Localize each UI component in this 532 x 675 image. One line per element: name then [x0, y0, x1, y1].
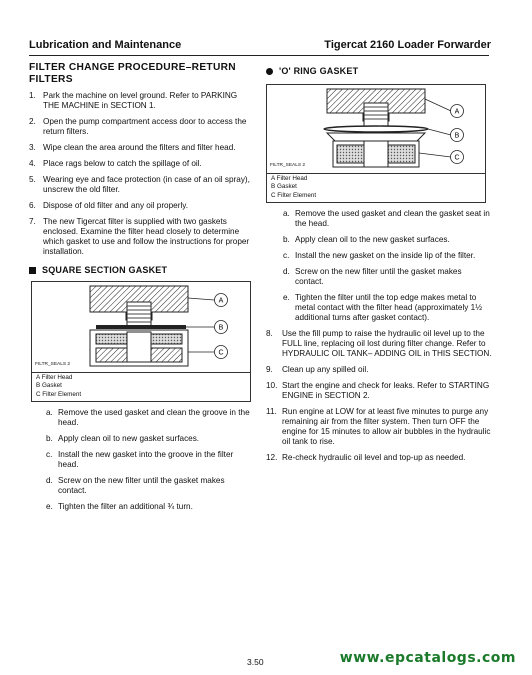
left-column	[29, 91, 254, 518]
list-item: b. Apply clean oil to new gasket surfaces.	[46, 434, 200, 444]
gasket-shape	[96, 325, 186, 329]
callout-c-label: C	[218, 349, 224, 357]
list-item: a. Remove the used gasket and clean the gasket seat in the head.	[283, 209, 490, 229]
list-item: e. Tighten the filter an additional ¾ turn.	[46, 502, 193, 512]
list-item: 11. Run engine at LOW for at least five minutes to purge any remaining air from the filter system. Then turn OFF the engine for 15 minutes to allow air bubbles in the hydraulic oil tank to rise.	[266, 407, 491, 447]
filter-head-shape	[327, 89, 425, 127]
legend-item: B Gasket	[36, 382, 62, 390]
square-gasket-drawing	[32, 282, 250, 372]
square-bullet-icon	[29, 267, 36, 274]
procedure-title: FILTER CHANGE PROCEDURE–RETURN FILTERS	[29, 62, 236, 85]
list-item: d. Screw on the new filter until the gasket makes contact.	[283, 267, 462, 287]
header-rule	[29, 55, 489, 56]
oring-gasket-drawing	[267, 85, 485, 173]
page-number: 3.50	[247, 657, 264, 667]
list-item: 9. Clean up any spilled oil.	[266, 365, 369, 375]
oring-figure-legend	[266, 174, 486, 203]
steps-list-1-7	[29, 91, 254, 257]
header-machine-title: Tigercat 2160 Loader Forwarder	[324, 39, 491, 51]
callout-b-label: B	[218, 324, 224, 332]
list-item: 6. Dispose of old filter and any oil properly.	[29, 201, 189, 210]
legend-item: A Filter Head	[36, 374, 73, 381]
legend-item: A Filter Head	[271, 175, 308, 182]
square-gasket-heading: SQUARE SECTION GASKET	[29, 265, 254, 275]
callout-a-label: A	[454, 108, 460, 116]
right-column	[266, 66, 492, 469]
legend-item: C Filter Element	[36, 390, 82, 398]
list-item: 5. Wearing eye and face protection (in case of an oil spray), unscrew the old filter.	[29, 175, 250, 194]
oring-substeps	[266, 209, 492, 323]
list-item: c. Install the new gasket into the groove in the filter head.	[46, 450, 234, 470]
callout-b-label: B	[454, 132, 460, 140]
list-item: d. Screw on the new filter until the gasket makes contact.	[46, 476, 225, 496]
callout-c-label: C	[454, 154, 460, 162]
oring-gasket-figure	[266, 84, 486, 174]
list-item: 1. Park the machine on level ground. Refer to PARKING THE MACHINE in SECTION 1.	[29, 91, 238, 110]
filter-head-shape	[90, 286, 188, 326]
legend-item: B Gasket	[271, 183, 297, 191]
callout-a-label: A	[218, 297, 224, 305]
square-substeps	[29, 408, 254, 512]
list-item: e. Tighten the filter until the top edge makes metal to metal contact with the filter head (approximately 1½ additional turns after gasket contact).	[283, 293, 483, 323]
filter-element-shape	[90, 330, 188, 366]
watermark-text: www.epcatalogs.com	[339, 650, 516, 666]
oring-gasket-heading: 'O' RING GASKET	[266, 66, 492, 76]
figure-label: FILTR_SEALS 2	[270, 163, 306, 168]
square-figure-legend	[31, 373, 251, 402]
list-item: c. Install the new gasket on the inside lip of the filter.	[283, 251, 476, 261]
list-item: b. Apply clean oil to the new gasket surfaces.	[283, 235, 450, 245]
list-item: 10. Start the engine and check for leaks. Refer to STARTING ENGINE in SECTION 2.	[266, 381, 490, 401]
filter-element-shape	[327, 133, 425, 167]
list-item: 3. Wipe clean the area around the filters and filter head.	[29, 143, 236, 152]
legend-item: C Filter Element	[271, 191, 317, 199]
steps-list-8-12	[266, 329, 492, 463]
round-bullet-icon	[266, 68, 273, 75]
list-item: 7. The new Tigercat filter is supplied with two gaskets enclosed. Examine the filter head closely to determine which gasket to use and follow the instructions for proper installation.	[29, 217, 250, 256]
list-item: 12. Re-check hydraulic oil level and top-up as needed.	[266, 453, 466, 463]
gasket-shape	[324, 126, 428, 132]
list-item: 8. Use the fill pump to raise the hydraulic oil level up to the FULL line, replacing oil lost during filter change. Refer to HYDRAULIC OIL TANK– ADDING OIL in THIS SECTION.	[266, 329, 492, 359]
list-item: a. Remove the used gasket and clean the groove in the head.	[46, 408, 250, 428]
figure-label: FILTR_SEALS 2	[35, 362, 71, 367]
list-item: 2. Open the pump compartment access door to access the return filters.	[29, 117, 247, 136]
square-gasket-figure	[31, 281, 251, 373]
header-section-title: Lubrication and Maintenance	[29, 39, 182, 51]
list-item: 4. Place rags below to catch the spillage of oil.	[29, 159, 202, 168]
